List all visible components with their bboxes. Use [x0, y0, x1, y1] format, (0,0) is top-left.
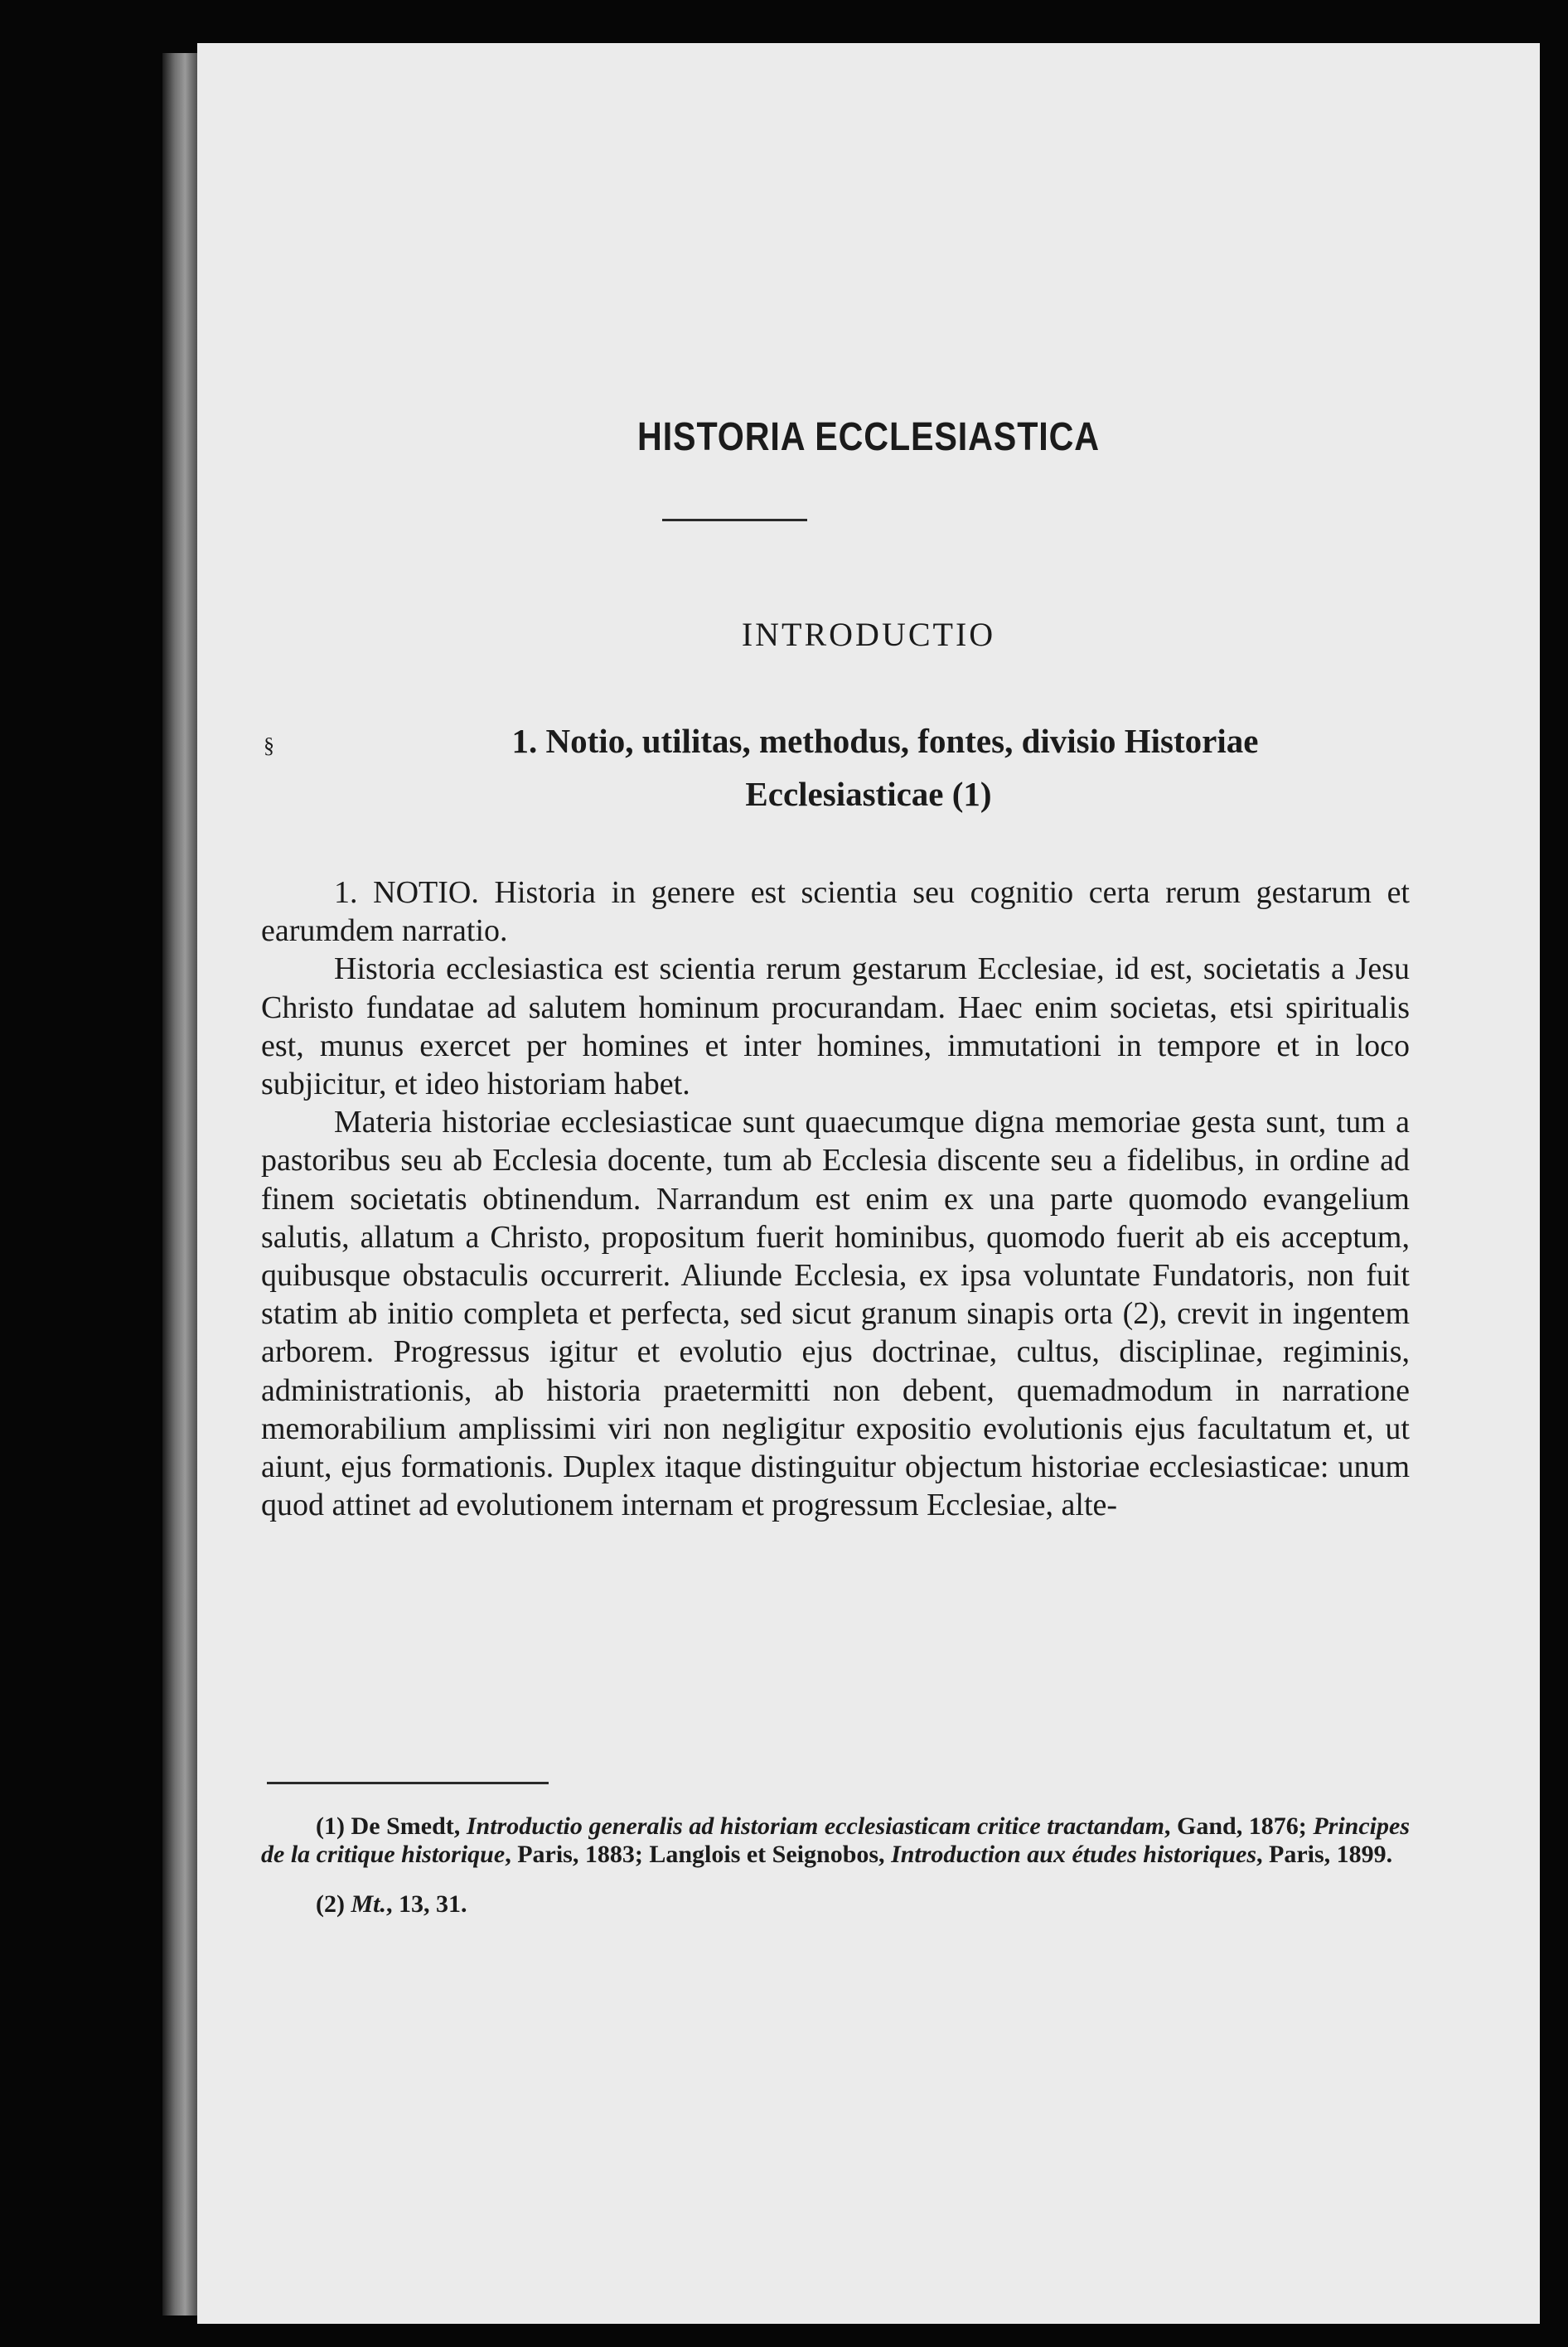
title-divider: [662, 519, 807, 521]
section-heading-line-1: 1. Notio, utilitas, methodus, fontes, divisio Historiae: [511, 722, 1259, 760]
footnote-1: (1) De Smedt, Introductio generalis ad historiam ecclesiasticam critice tractandam, Gand, 1876; Principes de la critique historique, Paris, 1883; Langlois et Seignobos, Introduction aux études historiques, Paris, 1899.: [261, 1812, 1410, 1868]
section-heading-line-2: Ecclesiasticae (1): [745, 775, 992, 813]
page-title: HISTORIA ECCLESIASTICA: [637, 415, 1100, 459]
body-text: [261, 873, 1410, 1524]
section-heading: [197, 714, 1540, 820]
section-mark: §: [264, 733, 274, 757]
footnotes: [261, 1812, 1410, 1940]
page-subtitle: INTRODUCTIO: [741, 616, 996, 653]
paragraph-definition: Historia ecclesiastica est scientia rerum gestarum Ecclesiae, id est, societatis a Jesu Christo fundatae ad salutem hominum procurandam. Haec enim societas, etsi spiritualis est, munus exercet per homines et inter homines, immutationi in tempore et in loco subjicitur, et ideo historiam habet.: [261, 951, 1410, 1102]
paragraph-materia: Materia historiae ecclesiasticae sunt quaecumque digna memoriae gesta sunt, tum a pastoribus seu ab Ecclesia docente, tum ab Ecclesia discente seu a fidelibus, in ordine ad finem societatis obtinendum. Narrandum est enim ex una parte quomodo evangelium salutis, allatum a Christo, propositum fuerit hominibus, quomodo fuerit ab eis acceptum, quibusque obstaculis occurrerit. Aliunde Ecclesia, ex ipsa voluntate Fundatoris, non fuit statim ab initio completa et perfecta, sed sicut granum sinapis orta (2), crevit in ingentem arborem. Progressus igitur et evolutio ejus doctrinae, cultus, disciplinae, regiminis, administrationis, ab historia praetermitti non debent, quemadmodum in narratione memorabilium amplissimi viri non negligitur expositio evolutionis ejus facultatum et, ut aiunt, ejus formationis. Duplex itaque distinguitur objectum historiae ecclesiasticae: unum quod attinet ad evolutionem internam et progressum Ecclesiae, alte-: [261, 1105, 1410, 1523]
footnote-divider: [267, 1782, 549, 1784]
paragraph-notio: 1. NOTIO. Historia in genere est scientia seu cognitio certa rerum gestarum et earumdem narratio.: [261, 875, 1410, 949]
book-page: [197, 43, 1540, 2324]
footnote-2: (2) Mt., 13, 31.: [316, 1890, 467, 1918]
